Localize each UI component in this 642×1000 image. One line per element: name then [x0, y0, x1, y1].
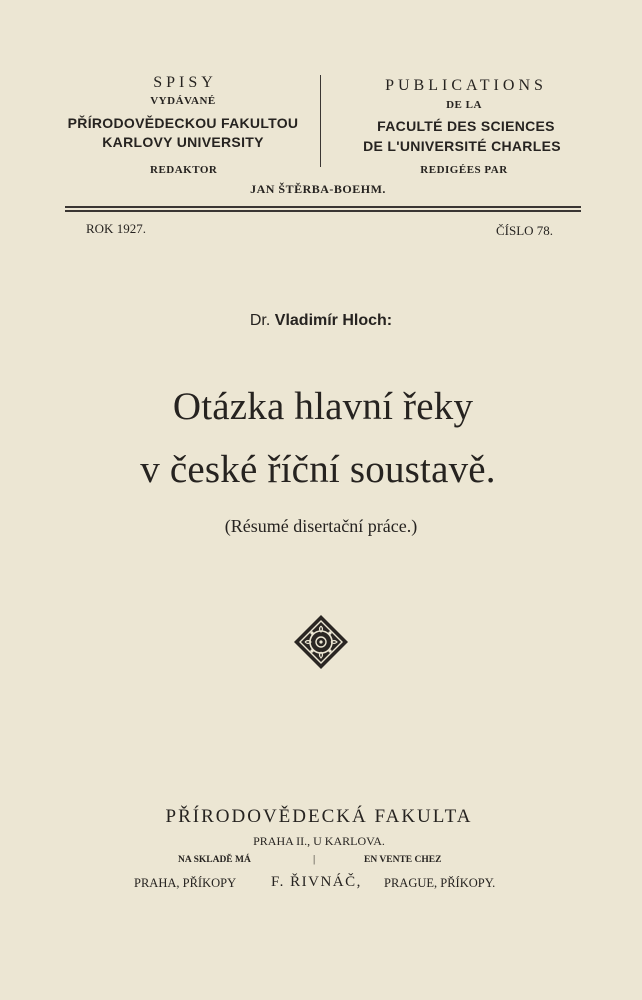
stock-label-fr: EN VENTE CHEZ — [364, 855, 442, 865]
stock-label-cz: NA SKLADĚ MÁ — [178, 855, 251, 865]
series-title-cz: SPISY — [153, 74, 217, 91]
header-rule-top — [65, 206, 581, 208]
author-name: Vladimír Hloch: — [274, 312, 393, 329]
editor-label-fr: REDIGÉES PAR — [420, 164, 508, 176]
publisher-name: PŘÍRODOVĚDECKÁ FAKULTA — [165, 806, 473, 827]
author-prefix: Dr. — [249, 312, 271, 329]
faculty-name-cz-1: PŘÍRODOVĚDECKOU FAKULTOU — [67, 115, 299, 131]
header-rule-bottom — [65, 210, 581, 212]
diamond-ornament-icon — [293, 614, 349, 670]
editor-name: JAN ŠTĚRBA-BOEHM. — [250, 182, 386, 196]
seller-city-cz: PRAHA, PŘÍKOPY — [134, 876, 237, 890]
faculty-name-cz-2: KARLOVY UNIVERSITY — [102, 134, 264, 150]
stock-separator: | — [313, 853, 316, 865]
title-line-2: v české říční soustavě. — [140, 448, 496, 491]
seller-name: F. ŘIVNÁČ, — [271, 874, 362, 890]
author-line — [250, 312, 392, 330]
header-divider — [320, 75, 321, 167]
publisher-address: PRAHA II., U KARLOVA. — [253, 834, 385, 848]
subtitle: (Résumé disertační práce.) — [224, 516, 418, 536]
issued-by-cz: VYDÁVANÉ — [150, 95, 216, 107]
title-line-1: Otázka hlavní řeky — [172, 385, 474, 428]
editor-label-cz: REDAKTOR — [150, 164, 218, 176]
faculty-name-fr-2: DE L'UNIVERSITÉ CHARLES — [363, 138, 561, 154]
series-title-fr: PUBLICATIONS — [385, 77, 547, 94]
faculty-name-fr-1: FACULTÉ DES SCIENCES — [377, 118, 555, 134]
year-label: ROK 1927. — [86, 221, 146, 236]
issued-by-fr: DE LA — [446, 99, 482, 111]
issue-number: ČÍSLO 78. — [496, 223, 554, 238]
seller-city-fr: PRAGUE, PŘÍKOPY. — [384, 876, 496, 890]
